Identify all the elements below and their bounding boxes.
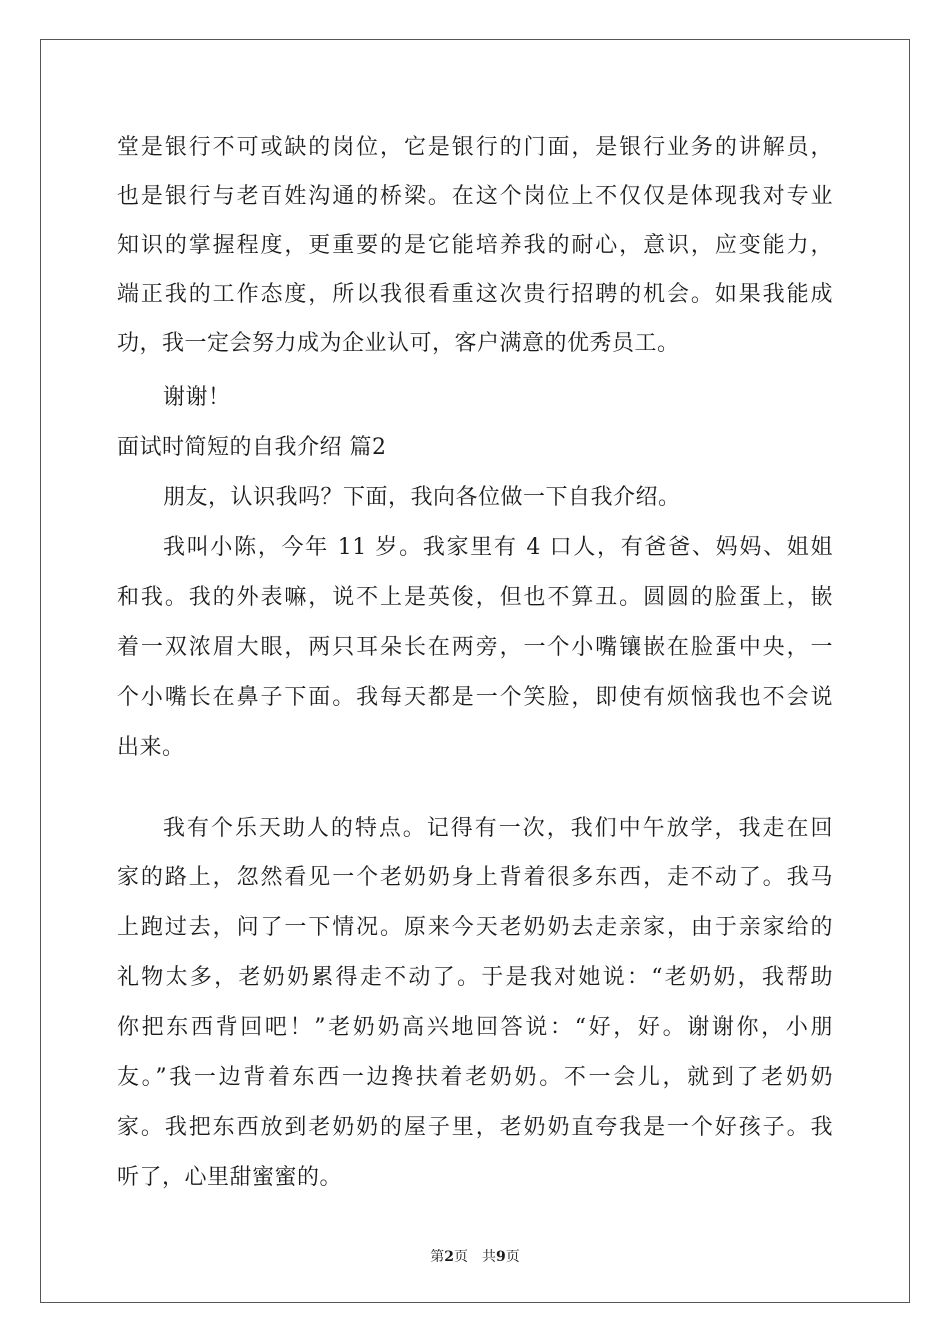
footer-total-pages: 9 <box>496 1249 506 1265</box>
paragraph-line: 知识的掌握程度，更重要的是它能培养我的耐心，意识，应变能力， <box>117 233 833 258</box>
paragraph-line: 听了，心里甜蜜蜜的。 <box>117 1165 343 1190</box>
paragraph-line: 家的路上，忽然看见一个老奶奶身上背着很多东西，走不动了。我马 <box>117 865 833 890</box>
paragraph-line: 谢谢！ <box>163 385 231 410</box>
footer-page-suffix: 页 <box>454 1249 468 1265</box>
paragraph-line: 你把东西背回吧！”老奶奶高兴地回答说：“好，好。谢谢你，小朋 <box>117 1015 833 1040</box>
paragraph-line: 礼物太多，老奶奶累得走不动了。于是我对她说：“老奶奶，我帮助 <box>117 965 833 990</box>
paragraph-line: 堂是银行不可或缺的岗位，它是银行的门面，是银行业务的讲解员， <box>117 135 833 160</box>
paragraph-line: 着一双浓眉大眼，两只耳朵长在两旁，一个小嘴镶嵌在脸蛋中央，一 <box>117 635 833 660</box>
paragraph-line: 上跑过去，问了一下情况。原来今天老奶奶去走亲家，由于亲家给的 <box>117 915 833 940</box>
paragraph-line: 和我。我的外表嘛，说不上是英俊，但也不算丑。圆圆的脸蛋上，嵌 <box>117 585 833 610</box>
paragraph-line: 个小嘴长在鼻子下面。我每天都是一个笑脸，即使有烦恼我也不会说 <box>117 685 833 710</box>
footer-total-suffix: 页 <box>505 1249 520 1265</box>
page-footer <box>0 1246 950 1266</box>
paragraph-line: 友。”我一边背着东西一边搀扶着老奶奶。不一会儿，就到了老奶奶 <box>117 1065 833 1090</box>
paragraph-line: 功，我一定会努力成为企业认可，客户满意的优秀员工。 <box>117 331 680 356</box>
paragraph-line: 我有个乐天助人的特点。记得有一次，我们中午放学，我走在回 <box>163 816 833 841</box>
paragraph-line: 也是银行与老百姓沟通的桥梁。在这个岗位上不仅仅是体现我对专业 <box>117 184 833 209</box>
paragraph-line: 家。我把东西放到老奶奶的屋子里，老奶奶直夸我是一个好孩子。我 <box>117 1115 833 1140</box>
paragraph-line: 端正我的工作态度，所以我很看重这次贵行招聘的机会。如果我能成 <box>117 282 833 307</box>
section-heading: 面试时简短的自我介绍 篇2 <box>117 435 387 460</box>
paragraph-line: 朋友，认识我吗？下面，我向各位做一下自我介绍。 <box>163 485 681 510</box>
footer-page-number: 2 <box>444 1249 454 1265</box>
paragraph-line: 出来。 <box>117 735 185 760</box>
paragraph-line: 我叫小陈，今年 11 岁。我家里有 4 口人，有爸爸、妈妈、姐姐 <box>163 535 833 560</box>
footer-total-prefix: 共 <box>482 1249 496 1265</box>
footer-page-prefix: 第 <box>430 1249 445 1265</box>
